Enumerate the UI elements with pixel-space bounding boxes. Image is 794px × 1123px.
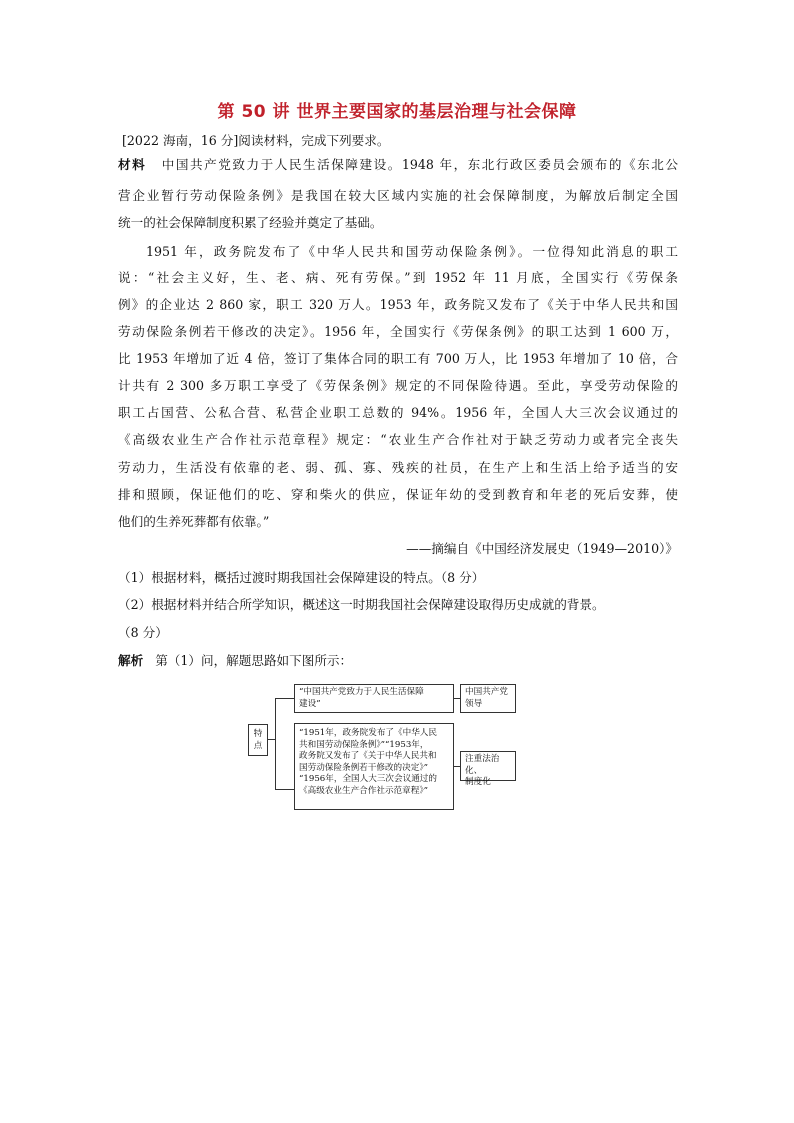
connector <box>268 739 275 740</box>
material-line: 例》的企业达 2 860 家，职工 320 万人。1953 年，政务院又发布了《关于中华人民共和国 <box>118 297 678 312</box>
material-line: 排和照顾，保证他们的吃、穿和柴火的供应，保证年幼的受到教育和年老的死后安葬，使 <box>118 487 678 502</box>
material-line: 他们的生养死葬都有依靠。” <box>118 514 270 529</box>
diagram-bottom-result-box: 注重法治化、 制度化 <box>460 751 516 781</box>
material-line: 营企业暂行劳动保险条例》是我国在较大区域内实施的社会保障制度，为解放后制定全国 <box>118 188 678 203</box>
material-line: 《高级农业生产合作社示范章程》规定：“农业生产合作社对于缺乏劳动力或者完全丧失 <box>118 432 678 447</box>
analysis-text: 第（1）问，解题思路如下图所示： <box>155 653 353 668</box>
page-title: 第 50 讲 世界主要国家的基层治理与社会保障 <box>217 102 577 122</box>
material-label: 材料 <box>118 157 147 172</box>
diagram-bottom-quote-box: “1951年，政务院发布了《中华人民 共和国劳动保险条例》”“1953年， 政务院又发布了《关于中华人民共和 国劳动保险条例若干修改的决定》” “1956年，全国人大三次会议通过的 《高级农业生产合作社示范章程》” <box>294 723 454 810</box>
connector <box>275 698 276 790</box>
connector <box>275 789 294 790</box>
analysis-label: 解析 <box>118 653 144 668</box>
question-1: （1）根据材料，概括过渡时期我国社会保障建设的特点。（8 分） <box>118 570 485 585</box>
diagram-top-quote-box: “中国共产党致力于人民生活保障 建设” <box>294 684 454 713</box>
question-2: （2）根据材料并结合所学知识，概述这一时期我国社会保障建设取得历史成就的背景。 <box>118 597 605 612</box>
material-line: 劳动保险条例若干修改的决定》。1956 年，全国实行《劳保条例》的职工达到 1 600 万， <box>118 324 678 339</box>
reasoning-diagram <box>245 680 535 820</box>
material-line: 统一的社会保障制度积累了经验并奠定了基础。 <box>118 215 383 230</box>
material-line: 劳动力，生活没有依靠的老、弱、孤、寡、残疾的社员，在生产上和生活上给予适当的安 <box>118 460 678 475</box>
diagram-root-box: 特点 <box>248 724 268 756</box>
material-line: 职工占国营、公私合营、私营企业职工总数的 94%。1956 年，全国人大三次会议通过的 <box>118 405 678 420</box>
connector <box>275 698 294 699</box>
question-header: [2022 海南，16 分]阅读材料，完成下列要求。 <box>122 133 390 148</box>
analysis-line <box>118 653 678 669</box>
question-2-score: （8 分） <box>118 625 168 640</box>
material-line: 1951 年，政务院发布了《中华人民共和国劳动保险条例》。一位得知此消息的职工 <box>146 244 678 259</box>
material-line: 材料 中国共产党致力于人民生活保障建设。1948 年，东北行政区委员会颁布的《东北公 <box>118 157 678 172</box>
material-line: 比 1953 年增加了近 4 倍，签订了集体合同的职工有 700 万人，比 1953 年增加了 10 倍，合 <box>118 351 678 366</box>
material-line: 计共有 2 300 多万职工享受了《劳保条例》规定的不同保险待遇。至此，享受劳动保险的 <box>118 378 678 393</box>
diagram-top-result-box: 中国共产党 领导 <box>460 684 516 713</box>
source-citation: ——摘编自《中国经济发展史（1949—2010）》 <box>406 541 678 556</box>
material-line: 说：“社会主义好，生、老、病、死有劳保。”到 1952 年 11 月底，全国实行《劳保条 <box>118 270 678 285</box>
